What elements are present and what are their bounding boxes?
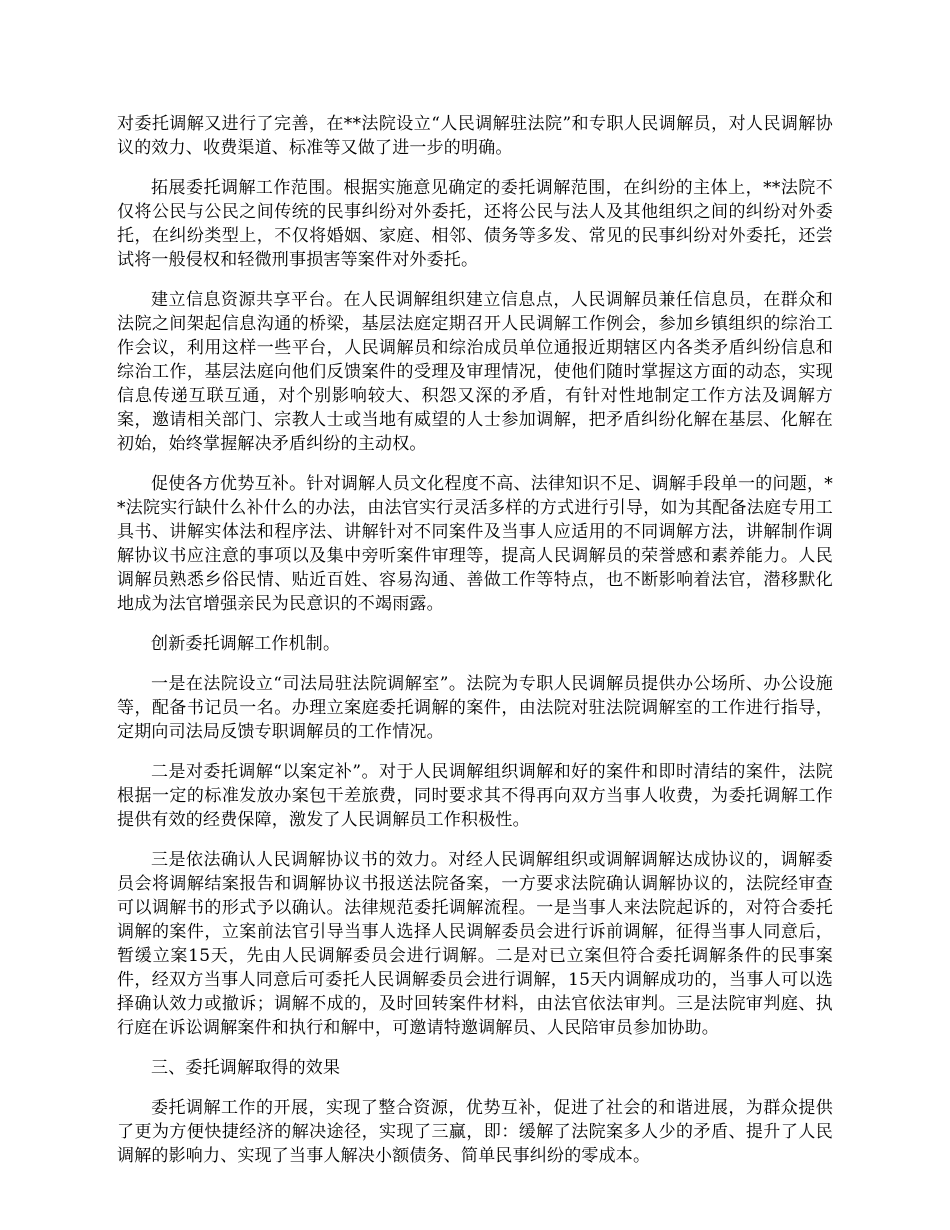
paragraph-3: 建立信息资源共享平台。在人民调解组织建立信息点，人民调解员兼任信息员，在群众和法院之间架起信息沟通的桥梁，基层法庭定期召开人民调解工作例会，参加乡镇组织的综治工作会议，利用这样一些平台，人民调解员和综治成员单位通报近期辖区内各类矛盾纠纷信息和综治工作，基层法庭向他们反馈案件的受理及审理情况，使他们随时掌握这方面的动态，实现信息传递互联互通，对个别影响较大、积怨又深的矛盾，有针对性地制定工作方法及调解方案，邀请相关部门、宗教人士或当地有威望的人士参加调解，把矛盾纠纷化解在基层、化解在初始，始终掌握解决矛盾纠纷的主动权。 [117, 290, 833, 454]
paragraph-10: 委托调解工作的开展，实现了整合资源，优势互补，促进了社会的和谐进展，为群众提供了更为方便快捷经济的解决途径，实现了三赢，即：缓解了法院案多人少的矛盾、提升了人民调解的影响力、实现了当事人解决小额债务、简单民事纠纷的零成本。 [117, 1098, 833, 1166]
paragraph-4: 促使各方优势互补。针对调解人员文化程度不高、法律知识不足、调解手段单一的问题，**法院实行缺什么补什么的办法，由法官实行灵活多样的方式进行引导，如为其配备法庭专用工具书、讲解实体法和程序法、讲解针对不同案件及当事人应适用的不同调解方法，讲解制作调解协议书应注意的事项以及集中旁听案件审理等，提高人民调解员的荣誉感和素养能力。人民调解员熟悉乡俗民情、贴近百姓、容易沟通、善做工作等特点，也不断影响着法官，潜移默化地成为法官增强亲民为民意识的不竭雨露。 [117, 474, 833, 614]
paragraph-8: 三是依法确认人民调解协议书的效力。对经人民调解组织或调解调解达成协议的，调解委员会将调解结案报告和调解协议书报送法院备案，一方要求法院确认调解协议的，法院经审查可以调解书的形式予以确认。法律规范委托调解流程。一是当事人来法院起诉的，对符合委托调解的案件，立案前法官引导当事人选择人民调解委员会进行诉前调解，征得当事人同意后，暂缓立案15天，先由人民调解委员会进行调解。二是对已立案但符合委托调解条件的民事案件，经双方当事人同意后可委托人民调解委员会进行调解，15天内调解成功的，当事人可以选择确认效力或撤诉；调解不成的，及时回转案件材料，由法官依法审判。三是法院审判庭、执行庭在诉讼调解案件和执行和解中，可邀请特邀调解员、人民陪审员参加协助。 [117, 850, 833, 1038]
document-body [117, 112, 833, 1184]
paragraph-5: 创新委托调解工作机制。 [151, 634, 341, 654]
paragraph-7: 二是对委托调解“以案定补”。对于人民调解组织调解和好的案件和即时清结的案件，法院根据一定的标准发放办案包干差旅费，同时要求其不得再向双方当事人收费，为委托调解工作提供有效的经费保障，激发了人民调解员工作积极性。 [117, 762, 833, 830]
paragraph-2: 拓展委托调解工作范围。根据实施意见确定的委托调解范围，在纠纷的主体上，**法院不仅将公民与公民之间传统的民事纠纷对外委托，还将公民与法人及其他组织之间的纠纷对外委托，在纠纷类型上，不仅将婚姻、家庭、相邻、债务等多发、常见的民事纠纷对外委托，还尝试将一般侵权和轻微刑事损害等案件对外委托。 [117, 178, 833, 270]
section-heading: 三、委托调解取得的效果 [151, 1058, 341, 1078]
paragraph-1: 对委托调解又进行了完善，在**法院设立“人民调解驻法院”和专职人民调解员，对人民调解协议的效力、收费渠道、标准等又做了进一步的明确。 [117, 114, 833, 158]
paragraph-6: 一是在法院设立“司法局驻法院调解室”。法院为专职人民调解员提供办公场所、办公设施等，配备书记员一名。办理立案庭委托调解的案件，由法院对驻法院调解室的工作进行指导，定期向司法局反馈专职调解员的工作情况。 [117, 674, 833, 742]
